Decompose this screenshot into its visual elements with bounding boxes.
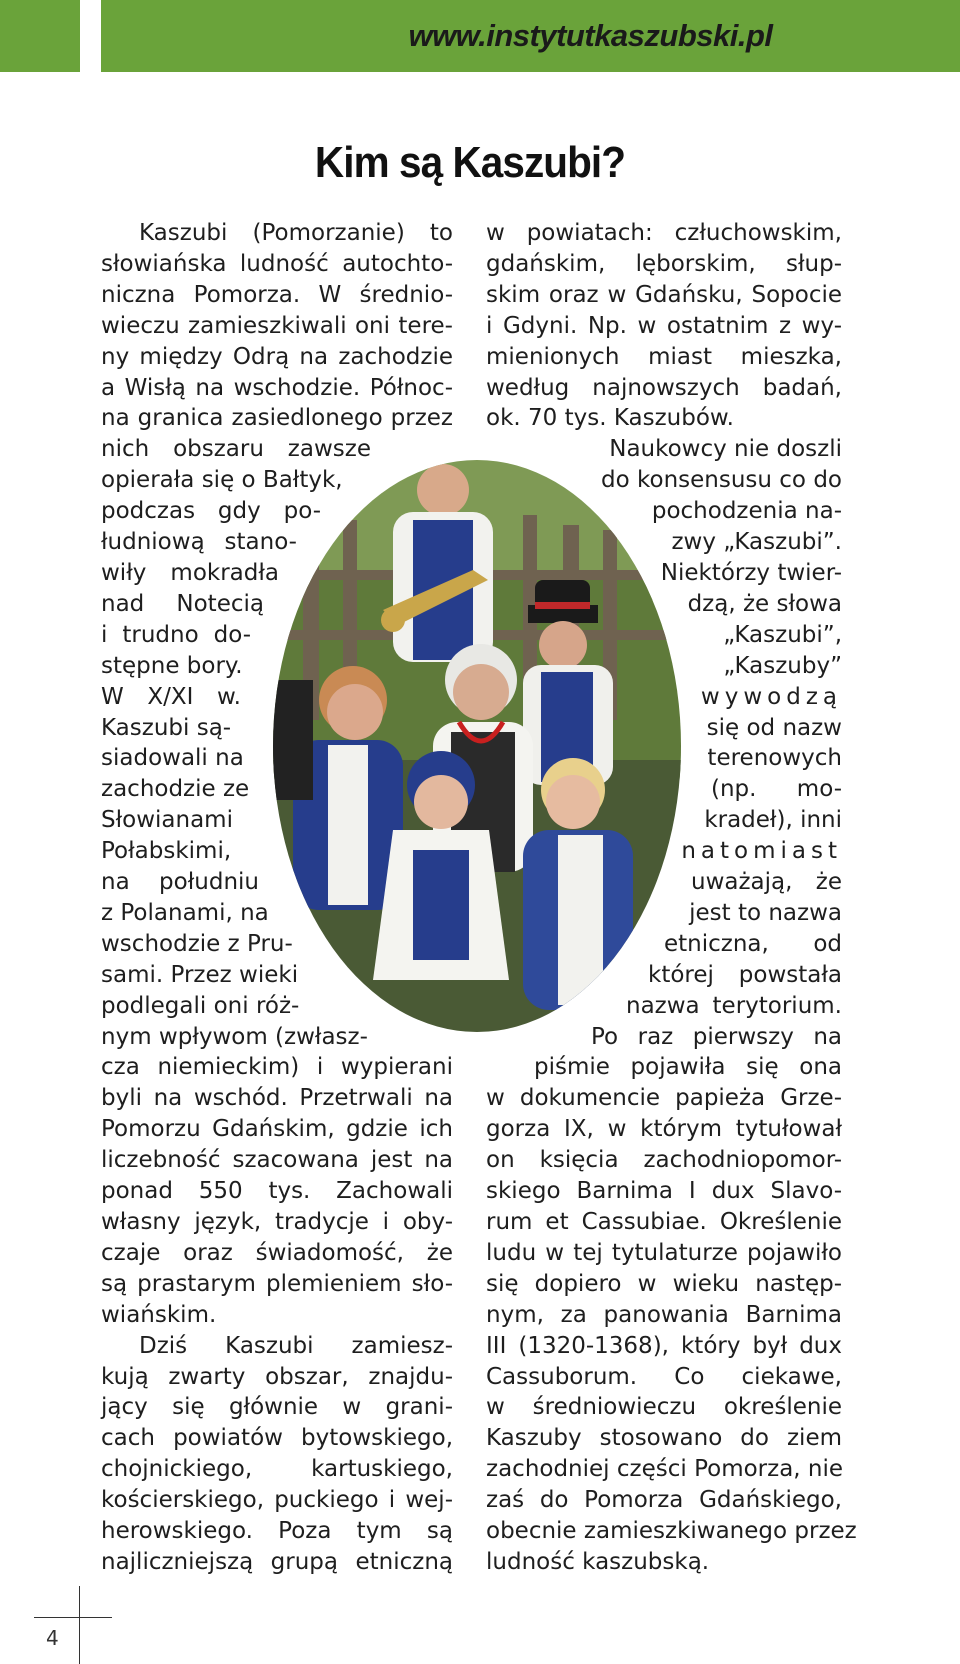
text-line: Słowianami [101, 807, 233, 834]
text-line: a Wisłą na wschodzie. Północ- [101, 374, 453, 401]
text-line: cza niemieckim) i wypierani [101, 1054, 453, 1081]
text-line: łudniową stano- [101, 529, 297, 556]
text-line: własny język, tradycje i oby- [101, 1209, 453, 1235]
text-line: i trudno do- [101, 621, 251, 648]
text-line: wieczu zamieszkiwali oni tere- [101, 312, 453, 339]
text-line: kościerskiego, puckiego i wej- [101, 1487, 453, 1514]
text-line: ponad 550 tys. Zachowali [101, 1178, 453, 1205]
text-line: rum et Cassubiae. Określenie [486, 1209, 842, 1235]
text-line: kradeł), inni [704, 807, 842, 834]
text-line: gorza IX, w którym tytułował [486, 1116, 842, 1143]
text-line: mienionych miast mieszka, [486, 343, 842, 370]
text-line: Dziś Kaszubi zamiesz- [139, 1332, 453, 1359]
text-line: natomiast [681, 838, 842, 865]
text-line: opierała się o Bałtyk, [101, 467, 343, 494]
text-line: i Gdyni. Np. w ostatnim z wy- [486, 312, 842, 339]
text-line: nazwa terytorium. [626, 992, 842, 1019]
text-line: Połabskimi, [101, 838, 232, 865]
text-line: nym, za panowania Barnima [486, 1301, 842, 1328]
text-line: zaś do Pomorza Gdańskiego, [486, 1487, 842, 1514]
text-line: zachodzie ze [101, 776, 250, 803]
text-line: stępne bory. [101, 652, 243, 679]
text-line: W X/XI w. [101, 683, 241, 710]
text-line: ny między Odrą na zachodzie [101, 343, 453, 370]
text-line: wiły mokradła [101, 559, 279, 586]
text-line: z Polanami, na [101, 899, 269, 926]
text-line: Naukowcy nie doszli [609, 436, 842, 463]
text-line: dzą, że słowa [687, 590, 842, 617]
page-title: Kim są Kaszubi? [314, 138, 626, 187]
text-line: gdańskim, lęborskim, słup- [486, 250, 842, 277]
text-line: byli na wschód. Przetrwali na [101, 1085, 453, 1112]
text-line: liczebność szacowana jest na [101, 1147, 453, 1174]
text-line: Pomorzu Gdańskim, gdzie ich [101, 1116, 453, 1143]
text-line: „Kaszuby” [723, 652, 842, 679]
crop-mark-horizontal [34, 1617, 112, 1618]
text-line: się od nazw [706, 714, 842, 741]
text-line: „Kaszubi”, [723, 621, 842, 648]
text-line: ludu w tej tytulaturze pojawiło [486, 1239, 842, 1266]
website-url[interactable]: www.instytutkaszubski.pl [408, 18, 773, 53]
crop-mark-vertical [79, 1586, 80, 1664]
text-line: wywodzą [700, 683, 842, 710]
text-line: wiańskim. [101, 1301, 217, 1328]
text-line: podlegali oni róż- [101, 992, 300, 1019]
text-line: jący się głównie w grani- [101, 1394, 453, 1421]
text-line: terenowych [707, 745, 842, 772]
text-line: siadowali na [101, 745, 244, 772]
text-line: zachodniej części Pomorza, nie [486, 1456, 844, 1483]
text-line: uważają, że [691, 869, 842, 896]
text-line: słowiańska ludność autochto- [101, 250, 453, 277]
text-line: Niektórzy twier- [660, 559, 842, 586]
page-number: 4 [46, 1626, 59, 1650]
text-line: najliczniejszą grupą etniczną [101, 1548, 453, 1575]
header-bar [101, 0, 960, 72]
text-line: wschodzie z Pru- [101, 930, 293, 957]
text-line: cach powiatów bytowskiego, [101, 1425, 453, 1452]
text-line: nad Notecią [101, 590, 264, 617]
text-line: ok. 70 tys. Kaszubów. [486, 405, 734, 432]
text-line: sami. Przez wieki [101, 961, 299, 988]
text-line: chojnickiego, kartuskiego, [101, 1456, 453, 1483]
header-bar-left [0, 0, 80, 72]
text-line: na granica zasiedlonego przez [101, 405, 453, 432]
text-line: się dopiero w wieku następ- [486, 1270, 842, 1297]
text-line: na południu [101, 869, 259, 896]
text-line: Kaszuby stosowano do ziem [486, 1425, 842, 1452]
text-line: obecnie zamieszkiwanego przez [486, 1518, 857, 1545]
text-line: Po raz pierwszy na [591, 1023, 842, 1050]
text-line: są prastarym plemieniem sło- [101, 1270, 453, 1297]
text-line: herowskiego. Poza tym są [101, 1518, 453, 1545]
text-line: Kaszubi są- [101, 714, 232, 741]
text-line: pochodzenia na- [651, 498, 842, 525]
text-line: w powiatach: człuchowskim, [486, 220, 842, 246]
text-line: w średniowieczu określenie [486, 1394, 842, 1421]
text-line: etniczna, od [664, 930, 842, 957]
text-line: jest to nazwa [689, 899, 842, 926]
text-line: kują zwarty obszar, znajdu- [101, 1363, 453, 1390]
text-line: której powstała [648, 961, 842, 988]
text-line: do konsensusu co do [601, 467, 842, 494]
text-line: nym wpływom (zwłasz- [101, 1023, 368, 1050]
text-line: niczna Pomorza. W średnio- [101, 281, 453, 308]
text-line: według najnowszych badań, [486, 374, 842, 401]
text-line: podczas gdy po- [101, 498, 321, 525]
left-text-column [101, 218, 453, 1578]
text-line: III (1320-1368), który był dux [486, 1332, 842, 1359]
text-line: (np. mo- [711, 776, 842, 803]
text-line: zwy „Kaszubi”. [671, 529, 842, 556]
text-line: czaje oraz świadomość, że [101, 1239, 453, 1266]
text-line: ludność kaszubską. [486, 1548, 710, 1575]
text-line: w dokumencie papieża Grze- [486, 1085, 842, 1112]
text-line: skim oraz w Gdańsku, Sopocie [486, 281, 842, 308]
right-text-column [486, 218, 857, 1578]
text-line: Cassuborum. Co ciekawe, [486, 1363, 842, 1390]
text-line: skiego Barnima I dux Slavo- [486, 1178, 842, 1205]
text-line: on księcia zachodniopomor- [486, 1147, 842, 1174]
text-line: Kaszubi (Pomorzanie) to [139, 220, 453, 246]
text-line: nich obszaru zawsze [101, 436, 371, 463]
text-line: piśmie pojawiła się ona [534, 1054, 842, 1081]
